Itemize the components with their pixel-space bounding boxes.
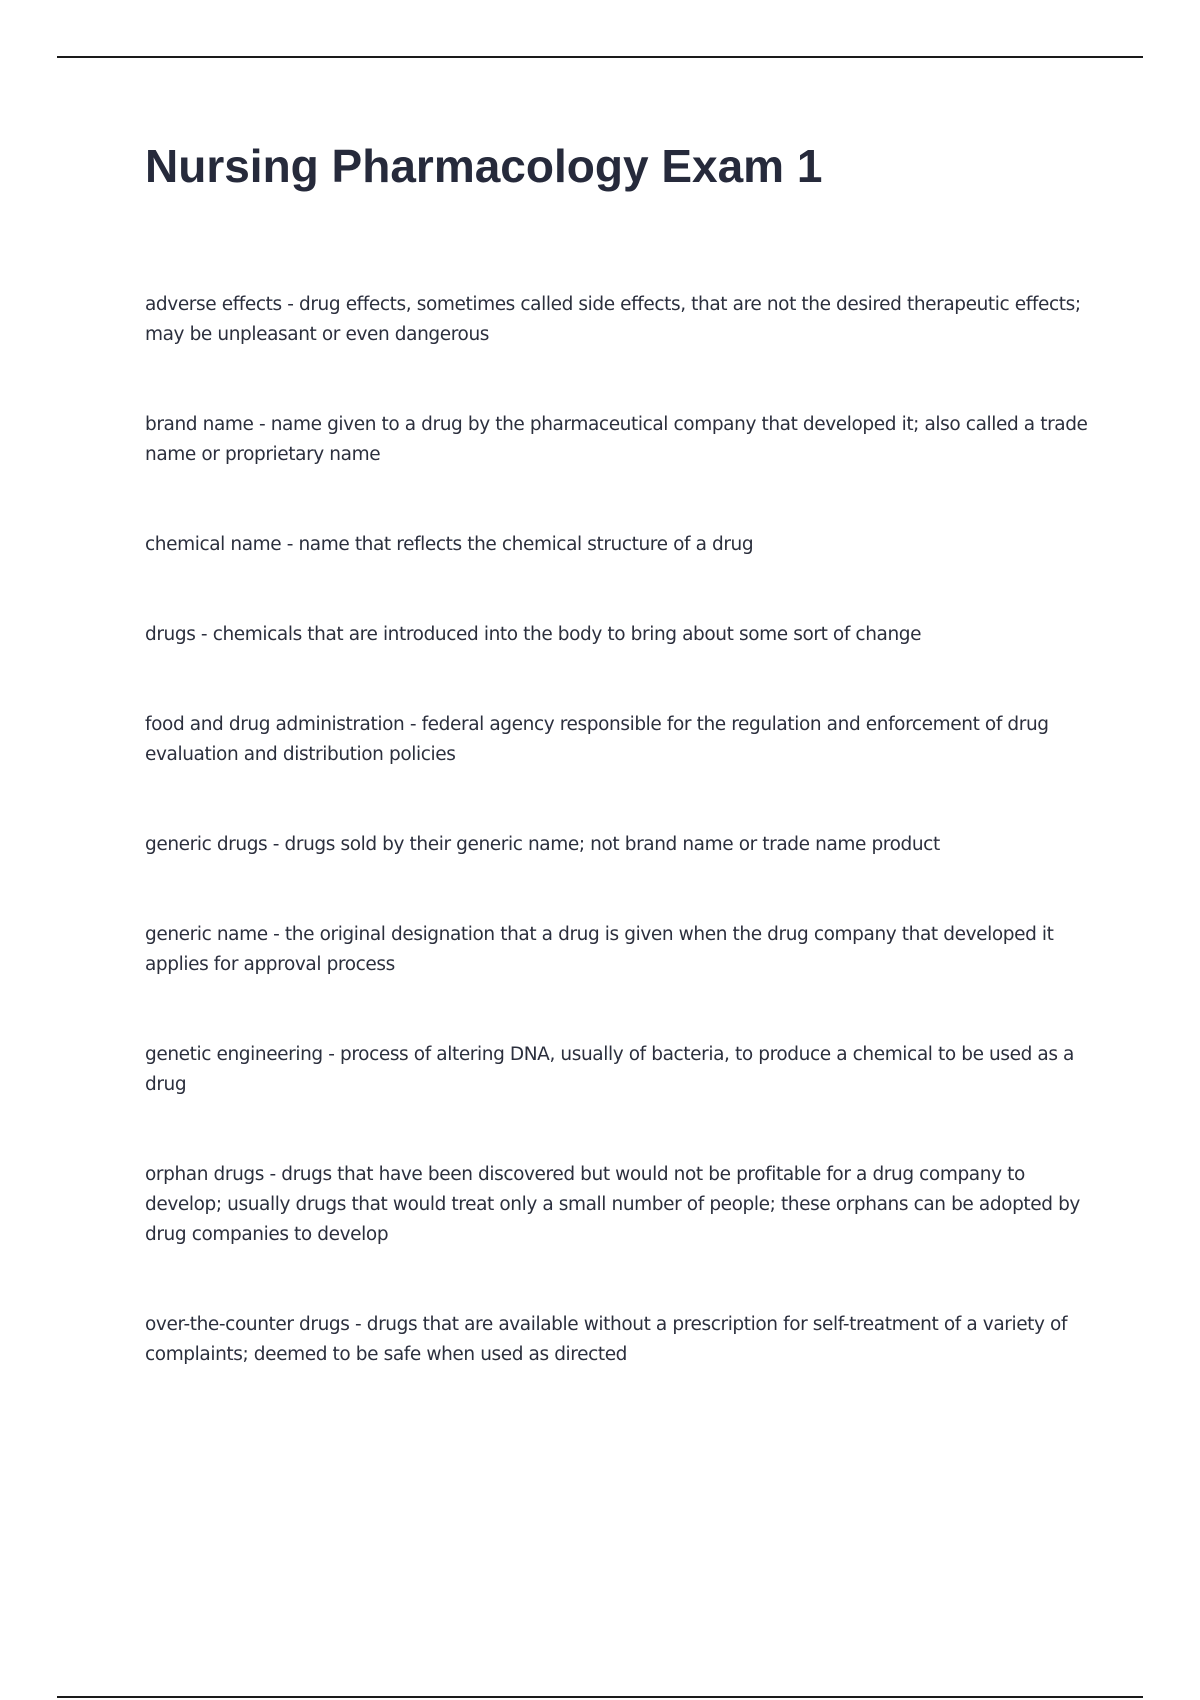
glossary-entry: genetic engineering - process of altering DNA, usually of bacteria, to produce a chemical to be used as a drug	[145, 1044, 1074, 1095]
glossary-entry: adverse effects - drug effects, sometimes called side effects, that are not the desired therapeutic effects; may be unpleasant or even dangerous	[145, 294, 1081, 345]
glossary-entry: drugs - chemicals that are introduced into the body to bring about some sort of change	[145, 624, 922, 645]
glossary-entry: chemical name - name that reflects the chemical structure of a drug	[145, 534, 754, 555]
glossary-entry: generic name - the original designation that a drug is given when the drug company that developed it applies for approval process	[145, 924, 1054, 975]
glossary-list	[145, 290, 1095, 1430]
top-divider	[57, 56, 1143, 58]
glossary-entry: food and drug administration - federal agency responsible for the regulation and enforcement of drug evaluation and distribution policies	[145, 714, 1049, 765]
glossary-entry: generic drugs - drugs sold by their generic name; not brand name or trade name product	[145, 834, 940, 855]
glossary-entry: brand name - name given to a drug by the pharmaceutical company that developed it; also called a trade name or proprietary name	[145, 414, 1088, 465]
glossary-entry: orphan drugs - drugs that have been discovered but would not be profitable for a drug company to develop; usually drugs that would treat only a small number of people; these orphans can be adopted by drug companies to develop	[145, 1164, 1080, 1245]
page-title: Nursing Pharmacology Exam 1	[145, 140, 823, 192]
bottom-divider	[57, 1696, 1143, 1698]
glossary-entry: over-the-counter drugs - drugs that are available without a prescription for self-treatment of a variety of complaints; deemed to be safe when used as directed	[145, 1314, 1068, 1365]
